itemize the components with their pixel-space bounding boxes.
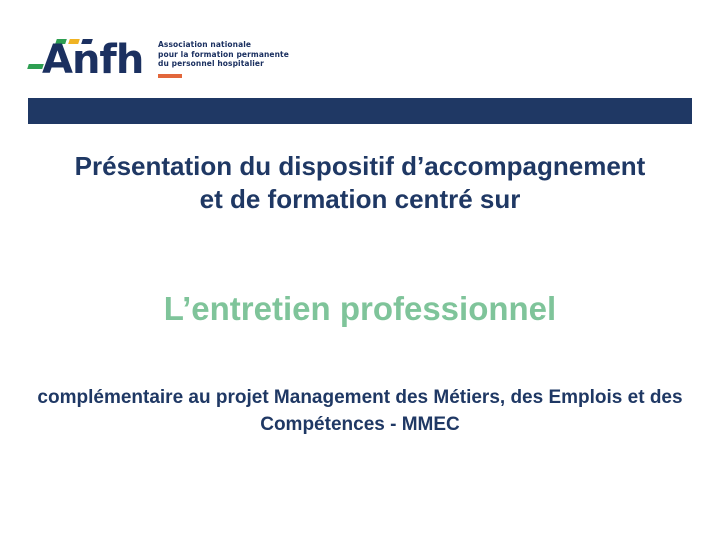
highlight-title: L’entretien professionnel	[163, 290, 557, 327]
logo-tagline	[158, 34, 289, 78]
subtitle: complémentaire au projet Management des Métiers, des Emplois et des Compétences - MMEC	[37, 387, 683, 435]
logo-mark	[28, 34, 146, 86]
logo-tagline-line-2: pour la formation permanente	[158, 49, 289, 59]
logo-wordmark: Anfh	[42, 37, 144, 83]
logo-orange-bar	[158, 74, 182, 78]
header-band	[28, 98, 692, 124]
logo-tagline-line-3: du personnel hospitalier	[158, 59, 264, 68]
anfh-logo	[28, 34, 289, 86]
logo-tagline-line-1: Association nationale	[158, 40, 252, 49]
page-title: Présentation du dispositif d’accompagnement et de formation centré sur	[74, 151, 646, 214]
